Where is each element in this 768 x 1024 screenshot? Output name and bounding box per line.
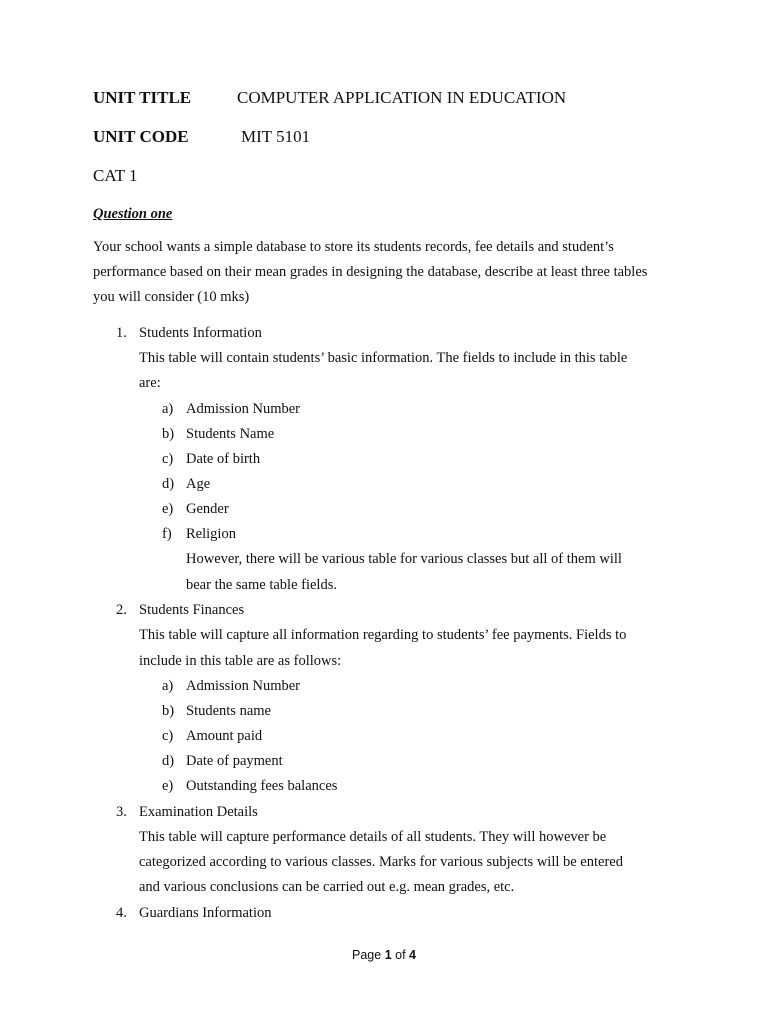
table-description-line: include in this table are as follows: (139, 653, 342, 669)
table-name: Students Information (139, 325, 262, 341)
field-label: Admission Number (186, 678, 300, 694)
table-note-line: However, there will be various table for various classes but all of them will (186, 551, 622, 567)
table-description-line: and various conclusions can be carried out e.g. mean grades, etc. (139, 879, 515, 895)
field-marker: a) (162, 678, 174, 694)
field-label: Outstanding fees balances (186, 778, 338, 794)
field-marker: c) (162, 728, 174, 744)
field-label: Date of birth (186, 451, 261, 467)
table-description-line: are: (139, 375, 161, 391)
field-marker: c) (162, 451, 174, 467)
list-number: 1. (116, 325, 127, 341)
page-current: 1 (384, 948, 392, 962)
unit-title-label: UNIT TITLE (93, 88, 192, 107)
field-label: Admission Number (186, 401, 300, 417)
field-marker: f) (162, 526, 172, 542)
table-name: Students Finances (139, 602, 245, 618)
field-marker: e) (162, 501, 174, 517)
field-marker: a) (162, 401, 174, 417)
list-number: 3. (116, 804, 127, 820)
page-total: 4 (409, 948, 416, 962)
field-label: Students name (186, 703, 271, 719)
field-label: Date of payment (186, 753, 283, 769)
table-note-line: bear the same table fields. (186, 577, 337, 593)
list-number: 2. (116, 602, 127, 618)
table-description-line: This table will capture all information regarding to students’ fee payments. Fields to (139, 627, 627, 643)
table-description-line: This table will contain students’ basic information. The fields to include in this table (139, 350, 628, 366)
unit-code-label: UNIT CODE (93, 127, 189, 146)
field-label: Religion (186, 526, 236, 542)
unit-code-value: MIT 5101 (241, 127, 311, 146)
field-marker: b) (162, 426, 175, 442)
table-description-line: categorized according to various classes. Marks for various subjects will be entered (139, 854, 623, 870)
page-word: Page (352, 948, 382, 962)
question-prompt: Your school wants a simple database to store its students records, fee details and student’s performance based on their mean grades in designing the database, describe at least three tables you will consider (10 mks) (93, 239, 648, 305)
field-label: Age (186, 476, 211, 492)
list-number: 4. (116, 905, 127, 921)
table-name: Guardians Information (139, 905, 272, 921)
field-label: Students Name (186, 426, 275, 442)
question-title: Question one (93, 206, 173, 222)
field-marker: e) (162, 778, 174, 794)
field-marker: b) (162, 703, 175, 719)
field-marker: d) (162, 753, 175, 769)
page-number-footer (352, 947, 416, 963)
field-label: Gender (186, 501, 229, 517)
field-marker: d) (162, 476, 175, 492)
cat-label: CAT 1 (93, 166, 138, 185)
of-word: of (395, 948, 406, 962)
unit-title-value: COMPUTER APPLICATION IN EDUCATION (237, 88, 567, 107)
field-label: Amount paid (186, 728, 263, 744)
table-description-line: This table will capture performance details of all students. They will however be (139, 829, 607, 845)
table-name: Examination Details (139, 804, 258, 820)
